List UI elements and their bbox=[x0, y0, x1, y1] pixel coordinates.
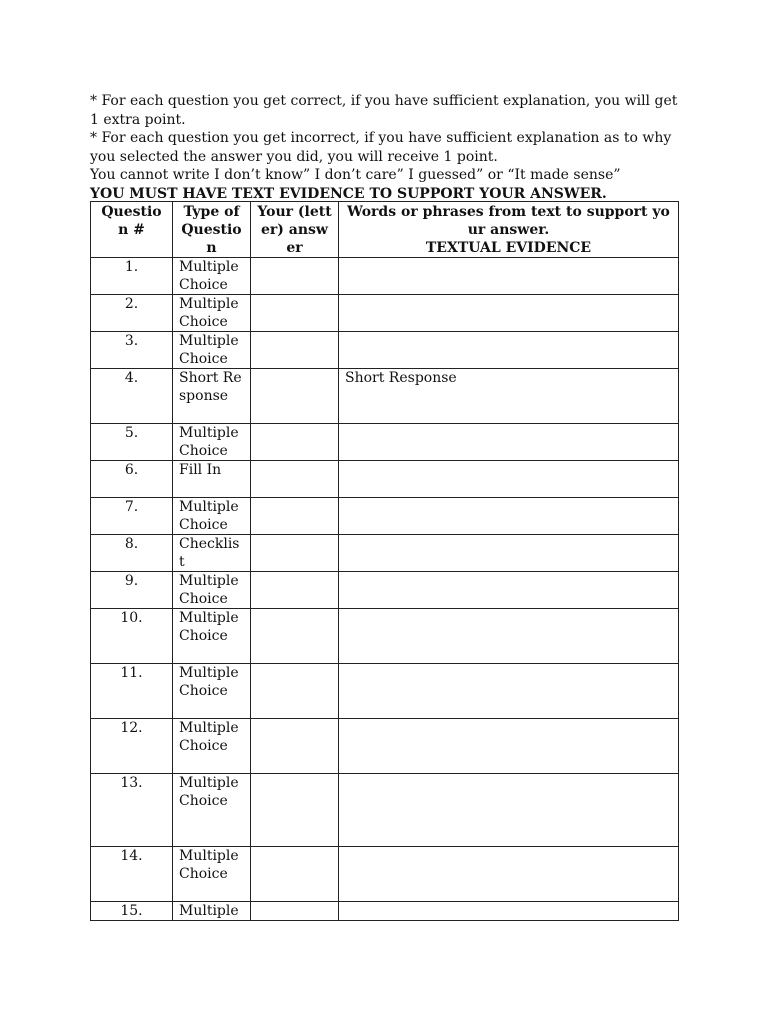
question-number: 14. bbox=[91, 847, 173, 902]
table-row bbox=[91, 424, 679, 461]
evidence-warning: YOU MUST HAVE TEXT EVIDENCE TO SUPPORT YOUR ANSWER. bbox=[90, 185, 607, 202]
question-type: Multiple Choice bbox=[173, 498, 251, 535]
evidence-cell[interactable] bbox=[339, 461, 679, 498]
evidence-cell[interactable] bbox=[339, 332, 679, 369]
header-textual-evidence bbox=[339, 202, 679, 258]
evidence-cell[interactable] bbox=[339, 847, 679, 902]
evidence-cell[interactable]: Short Response bbox=[339, 369, 679, 424]
question-type: Multiple Choice bbox=[173, 609, 251, 664]
answer-cell[interactable] bbox=[251, 369, 339, 424]
table-row bbox=[91, 902, 679, 921]
evidence-cell[interactable] bbox=[339, 572, 679, 609]
question-type: Multiple Choice bbox=[173, 332, 251, 369]
question-type: Multiple Choice bbox=[173, 719, 251, 774]
table-row bbox=[91, 535, 679, 572]
table-row bbox=[91, 719, 679, 774]
answer-cell[interactable] bbox=[251, 719, 339, 774]
question-type: Fill In bbox=[173, 461, 251, 498]
header-your-answer: Your (letter) answer bbox=[251, 202, 339, 258]
answer-table bbox=[90, 201, 679, 921]
question-number: 6. bbox=[91, 461, 173, 498]
answer-cell[interactable] bbox=[251, 572, 339, 609]
question-type: Multiple bbox=[173, 902, 251, 921]
question-number: 15. bbox=[91, 902, 173, 921]
table-row bbox=[91, 332, 679, 369]
answer-cell[interactable] bbox=[251, 498, 339, 535]
question-number: 3. bbox=[91, 332, 173, 369]
question-number: 13. bbox=[91, 774, 173, 847]
evidence-cell[interactable] bbox=[339, 424, 679, 461]
question-type: Short Response bbox=[173, 369, 251, 424]
table-row bbox=[91, 774, 679, 847]
answer-cell[interactable] bbox=[251, 461, 339, 498]
header-question-type: Type of Question bbox=[173, 202, 251, 258]
evidence-cell[interactable] bbox=[339, 258, 679, 295]
evidence-cell[interactable] bbox=[339, 535, 679, 572]
question-number: 9. bbox=[91, 572, 173, 609]
evidence-cell[interactable] bbox=[339, 498, 679, 535]
instruction-correct: * For each question you get correct, if you have sufficient explanation, you will get 1 extra point. bbox=[90, 93, 678, 128]
question-type: Multiple Choice bbox=[173, 847, 251, 902]
evidence-cell[interactable] bbox=[339, 902, 679, 921]
question-type: Multiple Choice bbox=[173, 424, 251, 461]
evidence-cell[interactable] bbox=[339, 609, 679, 664]
question-number: 12. bbox=[91, 719, 173, 774]
table-row bbox=[91, 295, 679, 332]
question-type: Multiple Choice bbox=[173, 295, 251, 332]
table-row bbox=[91, 847, 679, 902]
question-type: Multiple Choice bbox=[173, 774, 251, 847]
question-number: 1. bbox=[91, 258, 173, 295]
question-number: 2. bbox=[91, 295, 173, 332]
instruction-incorrect: * For each question you get incorrect, if you have sufficient explanation as to why you selected the answer you did, you will receive 1 point. bbox=[90, 130, 672, 165]
answer-cell[interactable] bbox=[251, 295, 339, 332]
table-row bbox=[91, 461, 679, 498]
table-header-row bbox=[91, 202, 679, 258]
answer-cell[interactable] bbox=[251, 424, 339, 461]
table-row bbox=[91, 369, 679, 424]
header-evidence-description: Words or phrases from text to support your answer. bbox=[347, 204, 670, 238]
answer-cell[interactable] bbox=[251, 902, 339, 921]
question-type: Multiple Choice bbox=[173, 572, 251, 609]
answer-cell[interactable] bbox=[251, 609, 339, 664]
table-row bbox=[91, 258, 679, 295]
header-evidence-title: TEXTUAL EVIDENCE bbox=[425, 240, 592, 256]
question-number: 11. bbox=[91, 664, 173, 719]
question-number: 8. bbox=[91, 535, 173, 572]
table-row bbox=[91, 664, 679, 719]
question-type: Checklist bbox=[173, 535, 251, 572]
table-row bbox=[91, 498, 679, 535]
question-number: 7. bbox=[91, 498, 173, 535]
table-row bbox=[91, 609, 679, 664]
question-type: Multiple Choice bbox=[173, 258, 251, 295]
question-number: 5. bbox=[91, 424, 173, 461]
question-number: 10. bbox=[91, 609, 173, 664]
table-row bbox=[91, 572, 679, 609]
answer-cell[interactable] bbox=[251, 774, 339, 847]
evidence-cell[interactable] bbox=[339, 719, 679, 774]
answer-cell[interactable] bbox=[251, 535, 339, 572]
evidence-cell[interactable] bbox=[339, 774, 679, 847]
answer-cell[interactable] bbox=[251, 847, 339, 902]
answer-cell[interactable] bbox=[251, 664, 339, 719]
question-type: Multiple Choice bbox=[173, 664, 251, 719]
answer-cell[interactable] bbox=[251, 332, 339, 369]
instruction-forbidden-answers: You cannot write I don’t know” I don’t care” I guessed” or “It made sense” bbox=[90, 167, 621, 183]
question-number: 4. bbox=[91, 369, 173, 424]
evidence-cell[interactable] bbox=[339, 295, 679, 332]
header-question-number: Question # bbox=[91, 202, 173, 258]
instructions-block bbox=[90, 92, 680, 203]
answer-cell[interactable] bbox=[251, 258, 339, 295]
evidence-cell[interactable] bbox=[339, 664, 679, 719]
